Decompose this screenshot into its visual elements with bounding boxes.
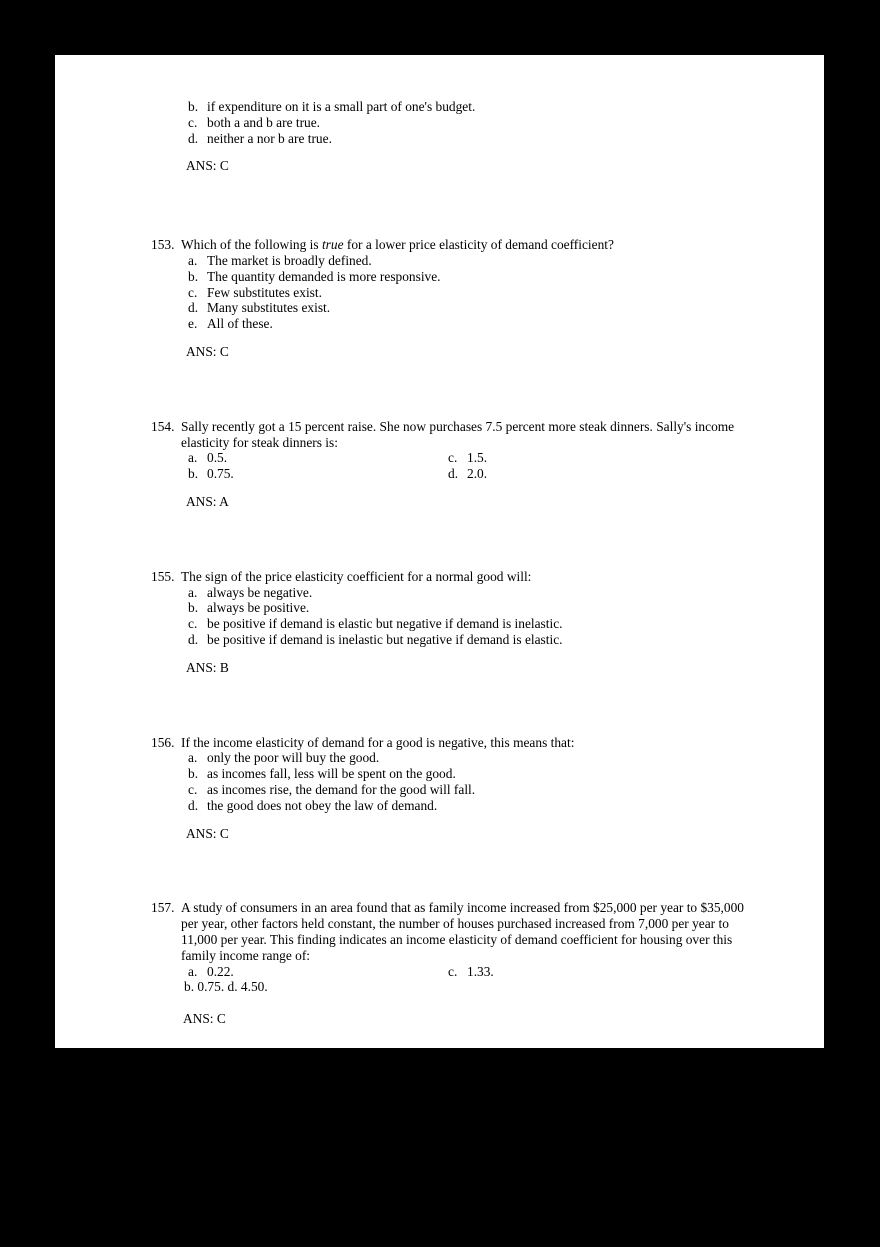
question-157 bbox=[151, 900, 761, 1027]
option-letter: b. bbox=[188, 600, 199, 616]
option-item[interactable] bbox=[188, 466, 448, 482]
option-item[interactable] bbox=[188, 766, 761, 782]
option-trailing-line[interactable]: b. 0.75. d. 4.50. bbox=[184, 979, 268, 995]
option-item[interactable] bbox=[188, 285, 761, 301]
answer-line: ANS: C bbox=[186, 825, 229, 841]
option-text: both a and b are true. bbox=[207, 114, 321, 130]
option-item[interactable] bbox=[448, 466, 761, 482]
option-text: as incomes rise, the demand for the good will fall. bbox=[207, 781, 476, 797]
option-item[interactable] bbox=[188, 253, 761, 269]
option-text: be positive if demand is inelastic but negative if demand is elastic. bbox=[207, 631, 563, 647]
option-item[interactable] bbox=[188, 600, 761, 616]
option-item[interactable] bbox=[188, 300, 761, 316]
option-letter: a. bbox=[188, 252, 198, 268]
answer-line: ANS: C bbox=[186, 343, 229, 359]
option-row bbox=[188, 450, 761, 466]
question-156 bbox=[151, 735, 761, 842]
option-item[interactable] bbox=[188, 632, 761, 648]
option-text: All of these. bbox=[207, 316, 273, 332]
question-heading bbox=[151, 900, 761, 963]
option-item[interactable] bbox=[188, 585, 761, 601]
option-letter: c. bbox=[188, 284, 198, 300]
option-text: Many substitutes exist. bbox=[207, 300, 331, 316]
answer-line: ANS: A bbox=[186, 493, 229, 509]
option-text: always be positive. bbox=[207, 600, 310, 616]
option-text: The quantity demanded is more responsive. bbox=[207, 268, 441, 284]
option-item[interactable] bbox=[188, 782, 761, 798]
option-letter: b. bbox=[188, 268, 199, 284]
option-text: be positive if demand is elastic but negative if demand is inelastic. bbox=[207, 616, 563, 632]
option-list bbox=[151, 450, 761, 482]
question-text: The sign of the price elasticity coefficient for a normal good will: bbox=[181, 568, 532, 584]
question-text-emphasis: true bbox=[321, 237, 344, 253]
question-text-part2: for a lower price elasticity of demand coefficient? bbox=[343, 237, 614, 253]
option-item[interactable] bbox=[188, 450, 448, 466]
question-number: 154. bbox=[151, 418, 175, 434]
option-text: always be negative. bbox=[207, 584, 313, 600]
option-list bbox=[151, 964, 761, 980]
question-number: 153. bbox=[151, 237, 175, 253]
question-text: A study of consumers in an area found that as family income increased from $25,000 per year to $35,000 per year, other factors held constant, the number of houses purchased increased from 7,000 per year to 11,000 per year. This finding indicates an income elasticity of demand coefficient for housing over this family income range of: bbox=[181, 900, 744, 963]
option-list bbox=[151, 750, 761, 813]
option-item[interactable] bbox=[188, 99, 761, 115]
question-fragment-top bbox=[151, 99, 761, 174]
option-letter: d. bbox=[448, 466, 459, 482]
option-letter: a. bbox=[188, 450, 198, 466]
question-heading bbox=[151, 419, 761, 451]
option-item[interactable] bbox=[188, 750, 761, 766]
option-item[interactable] bbox=[188, 798, 761, 814]
question-154 bbox=[151, 419, 761, 510]
answer-line: ANS: C bbox=[186, 158, 229, 174]
question-number: 155. bbox=[151, 568, 175, 584]
option-text: 0.5. bbox=[207, 450, 228, 466]
option-item[interactable] bbox=[188, 131, 761, 147]
option-text: 1.5. bbox=[467, 450, 488, 466]
option-letter: d. bbox=[188, 631, 199, 647]
option-letter: b. bbox=[188, 99, 199, 114]
option-letter: d. bbox=[188, 300, 199, 316]
question-number: 157. bbox=[151, 900, 175, 916]
option-text: 2.0. bbox=[467, 466, 488, 482]
option-item[interactable] bbox=[188, 964, 448, 980]
option-item[interactable] bbox=[448, 450, 761, 466]
option-letter: c. bbox=[448, 450, 458, 466]
question-text: Sally recently got a 15 percent raise. She now purchases 7.5 percent more steak dinners. Sally's income elasticity for steak dinners is: bbox=[181, 418, 735, 450]
option-letter: d. bbox=[188, 797, 199, 813]
option-letter: a. bbox=[188, 584, 198, 600]
option-text: The market is broadly defined. bbox=[207, 252, 372, 268]
option-letter: a. bbox=[188, 963, 198, 979]
option-text: if expenditure on it is a small part of one's budget. bbox=[207, 99, 476, 114]
option-letter: a. bbox=[188, 750, 198, 766]
option-letter: c. bbox=[188, 781, 198, 797]
option-item[interactable] bbox=[448, 964, 761, 980]
option-text: Few substitutes exist. bbox=[207, 284, 322, 300]
option-letter: c. bbox=[188, 616, 198, 632]
question-text: If the income elasticity of demand for a good is negative, this means that: bbox=[181, 734, 575, 750]
question-155 bbox=[151, 569, 761, 676]
option-text: only the poor will buy the good. bbox=[207, 750, 380, 766]
answer-line: ANS: B bbox=[186, 659, 229, 675]
option-item[interactable] bbox=[188, 316, 761, 332]
option-text: neither a nor b are true. bbox=[207, 130, 332, 146]
option-item[interactable] bbox=[188, 616, 761, 632]
question-number: 156. bbox=[151, 734, 175, 750]
option-list bbox=[151, 253, 761, 332]
option-item[interactable] bbox=[188, 115, 761, 131]
option-text: 1.33. bbox=[467, 963, 494, 979]
option-letter: c. bbox=[188, 114, 198, 130]
option-letter: b. bbox=[188, 466, 199, 482]
option-text: the good does not obey the law of demand. bbox=[207, 797, 438, 813]
option-list bbox=[151, 585, 761, 648]
question-heading bbox=[151, 237, 761, 253]
option-text: as incomes fall, less will be spent on the good. bbox=[207, 766, 456, 782]
question-text bbox=[181, 237, 761, 253]
option-letter: d. bbox=[188, 130, 199, 146]
option-list bbox=[151, 99, 761, 146]
option-row bbox=[188, 466, 761, 482]
question-heading bbox=[151, 735, 761, 751]
option-letter: b. bbox=[188, 766, 199, 782]
question-text-part1: Which of the following is bbox=[181, 237, 322, 253]
page-content bbox=[151, 99, 761, 1056]
option-text: 0.75. bbox=[207, 466, 234, 482]
document-page bbox=[55, 55, 824, 1048]
option-letter: c. bbox=[448, 963, 458, 979]
answer-line: ANS: C bbox=[183, 1011, 226, 1027]
question-heading bbox=[151, 569, 761, 585]
option-letter: e. bbox=[188, 316, 198, 332]
option-row bbox=[188, 964, 761, 980]
question-153 bbox=[151, 237, 761, 360]
option-text: 0.22. bbox=[207, 963, 234, 979]
option-item[interactable] bbox=[188, 269, 761, 285]
